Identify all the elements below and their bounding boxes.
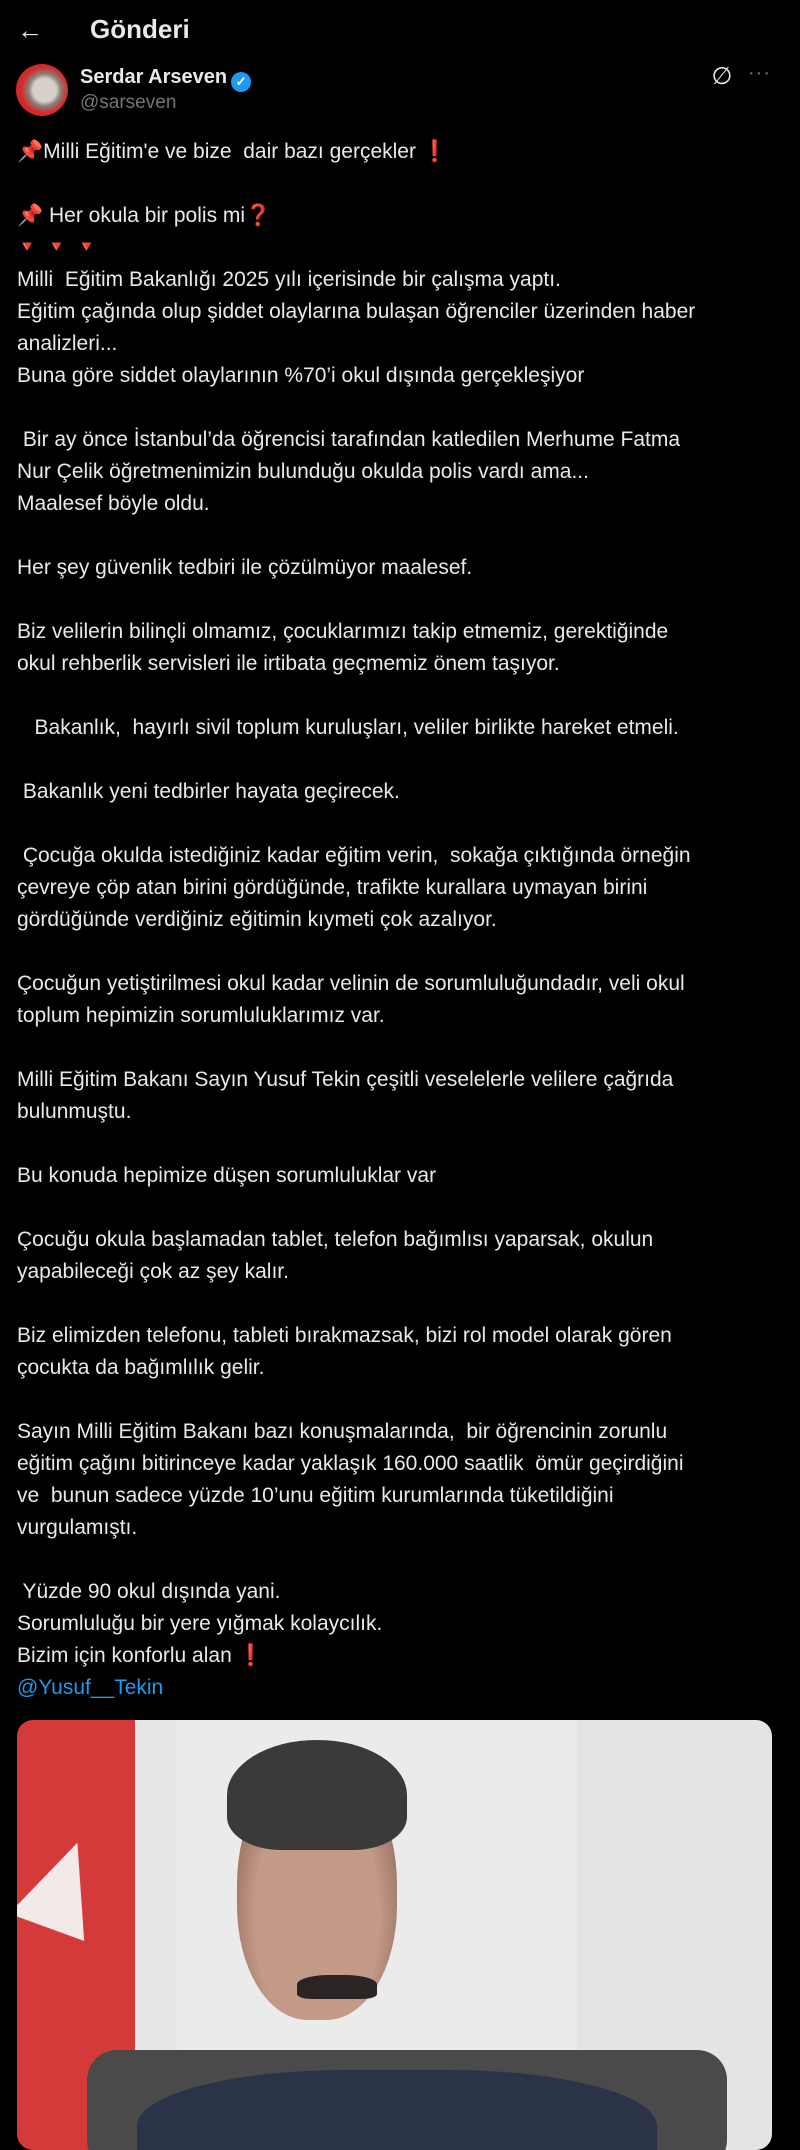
mention-link[interactable]: @Yusuf__Tekin xyxy=(17,1676,164,1699)
tweet-line: Her okula bir polis mi xyxy=(49,204,246,227)
pin-emoji-icon: 📌 xyxy=(17,140,44,163)
top-bar xyxy=(0,0,800,60)
photo-mustache xyxy=(297,1975,377,1999)
exclamation-emoji-icon: ❗ xyxy=(421,140,448,163)
tweet-paragraph: Bakanlık yeni tedbirler hayata geçirecek. xyxy=(17,780,400,803)
tweet-paragraph: Bu konuda hepimize düşen sorumluluklar var xyxy=(17,1164,437,1187)
back-arrow-icon[interactable]: ← xyxy=(17,15,43,45)
tweet-paragraph: Milli Eğitim Bakanlığı 2025 yılı içerisinde bir çalışma yaptı. Eğitim çağında olup şiddet olaylarına bulaşan öğrenciler üzerinden haber analizleri... Buna göre siddet olaylarının %70’i okul dışında gerçekleşiyor xyxy=(17,268,696,387)
verified-badge-icon: ✓ xyxy=(231,72,251,92)
question-emoji-icon: ❓ xyxy=(245,204,272,227)
pin-emoji-icon: 📌 xyxy=(17,204,44,227)
flag-star-shape xyxy=(17,1829,115,1941)
page-title: Gönderi xyxy=(90,14,190,44)
tweet-paragraph: Bir ay önce İstanbul’da öğrencisi tarafından katledilen Merhume Fatma Nur Çelik öğretmenimizin bulunduğu okulda polis vardı ama... Maalesef böyle oldu. xyxy=(17,428,681,515)
tweet-photo[interactable] xyxy=(17,1720,772,2150)
tweet-paragraph: Her şey güvenlik tedbiri ile çözülmüyor maalesef. xyxy=(17,556,473,579)
tweet-paragraph: Çocuğun yetiştirilmesi okul kadar velinin de sorumluluğundadır, veli okul toplum hepimizin sorumluluklarımız var. xyxy=(17,972,685,1027)
tweet-text xyxy=(17,136,787,1704)
tweet-paragraph: Biz elimizden telefonu, tableti bırakmazsak, bizi rol model olarak gören çocukta da bağımlılık gelir. xyxy=(17,1324,672,1379)
tweet-paragraph: Çocuğu okula başlamadan tablet, telefon bağımlısı yaparsak, okulun yapabileceği çok az şey kalır. xyxy=(17,1228,654,1283)
tweet-paragraph: Çocuğa okulda istediğiniz kadar eğitim verin, sokağa çıktığında örneğin çevreye çöp atan birini gördüğünde, trafikte kurallara uymayan birini gördüğünde verdiğiniz eğitimin kıymeti çok azalıyor. xyxy=(17,844,691,931)
grok-icon[interactable]: ∅ xyxy=(711,63,733,90)
tweet-paragraph: Biz velilerin bilinçli olmamız, çocuklarımızı takip etmemiz, gerektiğinde okul rehberlik servisleri ile irtibata geçmemiz önem taşıyor. xyxy=(17,620,669,675)
tweet-paragraph: Sayın Milli Eğitim Bakanı bazı konuşmalarında, bir öğrencinin zorunlu eğitim çağını bitirinceye kadar yaklaşık 160.000 saatlik ömür geçirdiğini ve bunun sadece yüzde 10’unu eğitim kurumlarında tüketildiğini vurgulamıştı. xyxy=(17,1420,684,1539)
author-name-row[interactable] xyxy=(80,66,251,92)
exclamation-emoji-icon: ❗ xyxy=(237,1644,264,1667)
more-options-icon[interactable]: ··· xyxy=(748,62,771,84)
photo-suit xyxy=(137,2070,657,2150)
tweet-paragraph: Yüzde 90 okul dışında yani. Sorumluluğu bir yere yığmak kolaycılık. Bizim için konforlu alan xyxy=(17,1580,383,1667)
author-name[interactable]: Serdar Arseven xyxy=(80,66,228,88)
tweet-paragraph: Milli Eğitim Bakanı Sayın Yusuf Tekin çeşitli veselelerle velilere çağrıda bulunmuştu. xyxy=(17,1068,674,1123)
down-triangles-icon: 🔻🔻🔻 xyxy=(17,239,107,256)
photo-hair xyxy=(227,1740,407,1850)
tweet-line: Milli Eğitim'e ve bize dair bazı gerçekler xyxy=(43,140,416,163)
author-avatar[interactable] xyxy=(16,64,68,116)
tweet-paragraph: Bakanlık, hayırlı sivil toplum kuruluşları, veliler birlikte hareket etmeli. xyxy=(17,716,679,739)
author-handle[interactable]: @sarseven xyxy=(80,92,177,113)
